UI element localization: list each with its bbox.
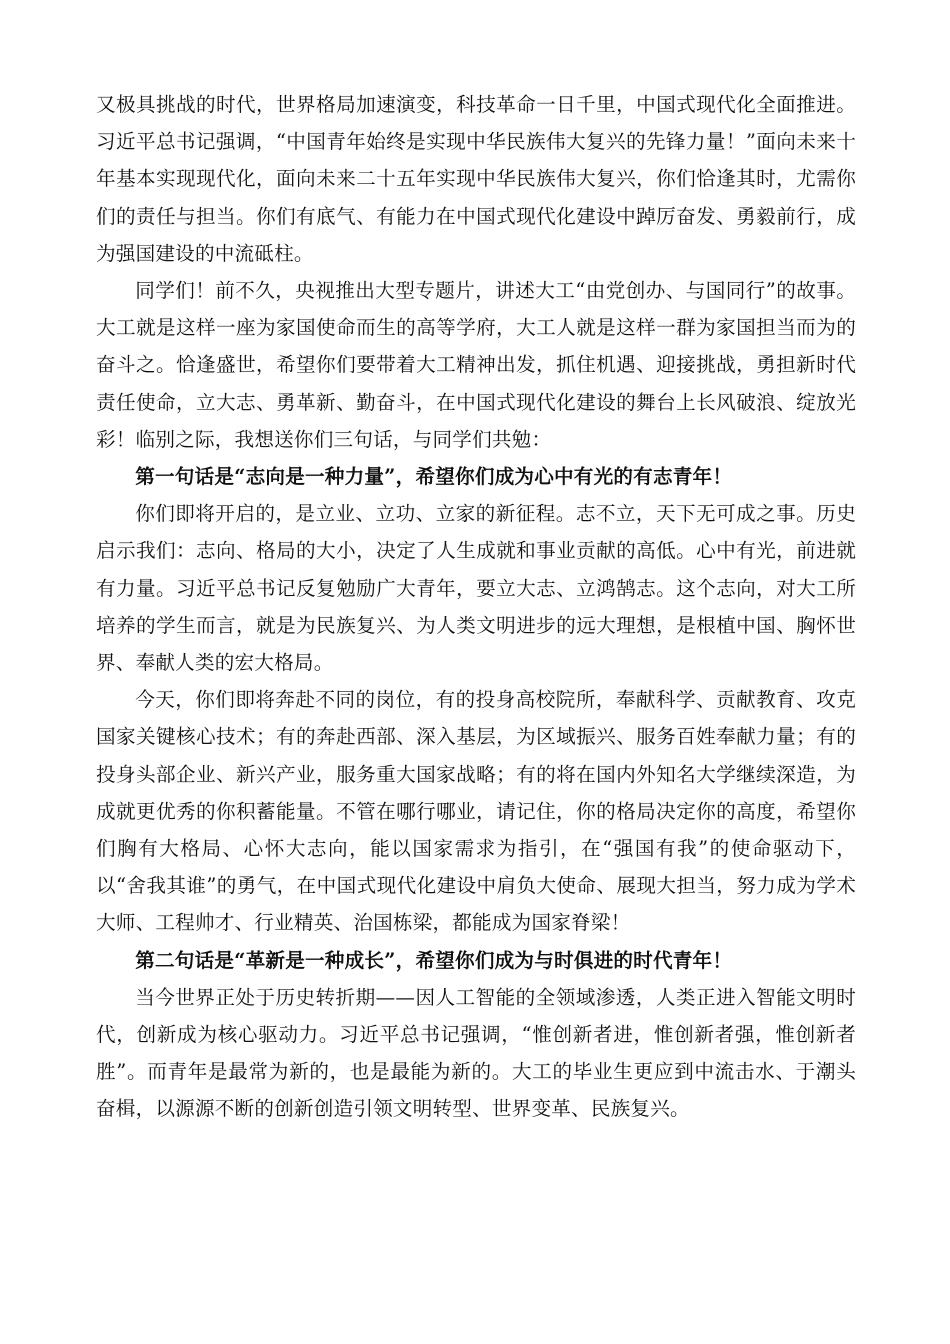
paragraph-today: 今天，你们即将奔赴不同的岗位，有的投身高校院所，奉献科学、贡献教育、攻克国家关键核心技术；有的奔赴西部、深入基层，为区域振兴、服务百姓奉献力量；有的投身头部企业、新兴产业，服务重大国家战略；有的将在国内外知名大学继续深造，为成就更优秀的你积蓄能量。不管在哪行哪业，请记住，你的格局决定你的高度，希望你们胸有大格局、心怀大志向，能以国家需求为指引，在“强国有我”的使命驱动下，以“舍我其谁”的勇气，在中国式现代化建设中肩负大使命、展现大担当，努力成为学术大师、工程帅才、行业精英、治国栋梁，都能成为国家脊梁！ — [96, 688, 856, 935]
heading-first-sentence: 第一句话是“志向是一种力量”，希望你们成为心中有光的有志青年！ — [135, 465, 733, 489]
heading-second-sentence: 第二句话是“革新是一种成长”，希望你们成为与时俱进的时代青年！ — [135, 948, 733, 972]
paragraph-classmates: 同学们！前不久，央视推出大型专题片，讲述大工“由党创办、与国同行”的故事。大工就是这样一座为家国使命而生的高等学府，大工人就是这样一群为家国担当而为的奋斗之。恰逢盛世，希望你们要带着大工精神出发，抓住机遇、迎接挑战，勇担新时代责任使命，立大志、勇革新、勤奋斗，在中国式现代化建设的舞台上长风破浪、绽放光彩！临别之际，我想送你们三句话，与同学们共勉： — [96, 279, 856, 451]
paragraph-ambition: 你们即将开启的，是立业、立功、立家的新征程。志不立，天下无可成之事。历史启示我们：志向、格局的大小，决定了人生成就和事业贡献的高低。心中有光，前进就有力量。习近平总书记反复勉励广大青年，要立大志、立鸿鹄志。这个志向，对大工所培养的学生而言，就是为民族复兴、为人类文明进步的远大理想，是根植中国、胸怀世界、奉献人类的宏大格局。 — [96, 502, 856, 675]
paragraph-innovation: 当今世界正处于历史转折期——因人工智能的全领域渗透，人类正进入智能文明时代，创新成为核心驱动力。习近平总书记强调，“惟创新者进，惟创新者强，惟创新者胜”。而青年是最常为新的，也是最能为新的。大工的毕业生更应到中流击水、于潮头奋楫，以源源不断的创新创造引领文明转型、世界变革、民族复兴。 — [96, 985, 856, 1121]
paragraph-continuation: 又极具挑战的时代，世界格局加速演变，科技革命一日千里，中国式现代化全面推进。习近平总书记强调，“中国青年始终是实现中华民族伟大复兴的先锋力量！”面向未来十年基本实现现代化，面向未来二十五年实现中华民族伟大复兴，你们恰逢其时，尤需你们的责任与担当。你们有底气、有能力在中国式现代化建设中踔厉奋发、勇毅前行，成为强国建设的中流砥柱。 — [96, 93, 856, 265]
document-page — [96, 86, 856, 1128]
